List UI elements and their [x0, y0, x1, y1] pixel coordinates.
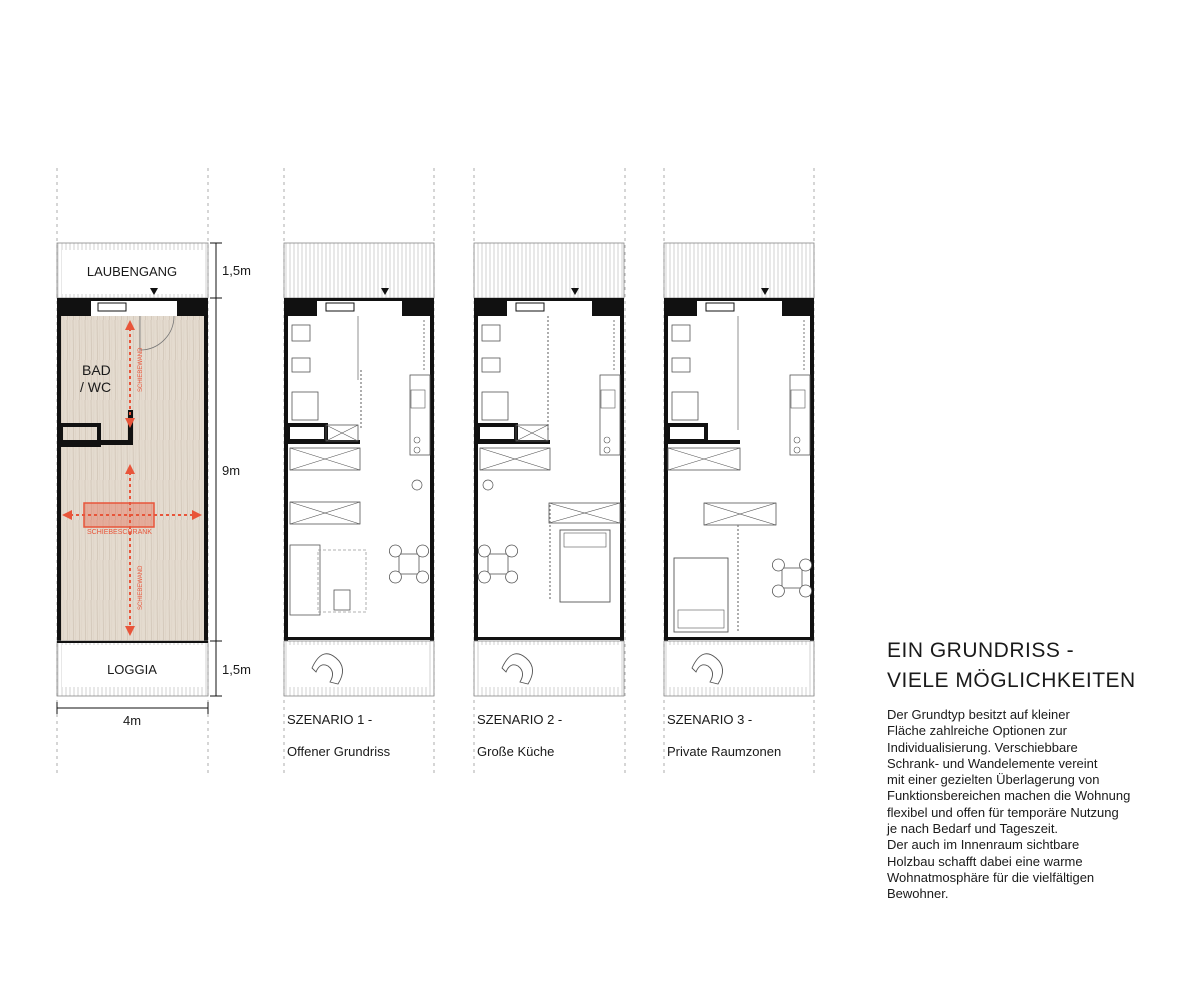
scenario-plan-1	[284, 243, 434, 696]
scenario-1-title: Offener Grundriss	[287, 744, 391, 759]
dimension-width: 4m	[122, 713, 142, 728]
sliding-wall-label-bottom: SCHIEBEWAND	[138, 565, 144, 610]
bath-label-line2: / WC	[80, 379, 112, 395]
description-line: Der auch im Innenraum sichtbare	[887, 837, 1080, 853]
dimension-bottom: 1,5m	[222, 662, 251, 677]
scenario-plans	[284, 243, 814, 696]
corridor-label: LAUBENGANG	[86, 264, 178, 279]
description-line: Fläche zahlreiche Optionen zur	[887, 723, 1067, 739]
scenario-3-number: SZENARIO 3 -	[667, 712, 753, 727]
heading-line2: VIELE MÖGLICHKEITEN	[887, 669, 1136, 692]
scenario-2-title: Große Küche	[477, 744, 555, 759]
description-line: flexibel und offen für temporäre Nutzung	[887, 804, 1119, 820]
description-line: mit einer gezielten Überlagerung von	[887, 772, 1100, 788]
sliding-wall-label-top: SCHIEBEWAND	[138, 347, 144, 392]
dimension-top: 1,5m	[222, 263, 251, 278]
loggia-label: LOGGIA	[107, 662, 157, 677]
scenario-2-number: SZENARIO 2 -	[477, 712, 563, 727]
description-line: Bewohner.	[887, 886, 949, 902]
bath-label-line1: BAD	[82, 362, 111, 378]
sliding-cabinet-label: SCHIEBESCHRANK	[87, 529, 152, 536]
scenario-3-title: Private Raumzonen	[667, 744, 782, 759]
base-plan	[57, 243, 222, 714]
description-line: Schrank- und Wandelemente vereint	[887, 755, 1098, 771]
scenario-plan-2	[474, 243, 624, 696]
dimension-middle: 9m	[222, 463, 241, 478]
description-line: Funktionsbereichen machen die Wohnung	[887, 788, 1131, 804]
scenario-1-number: SZENARIO 1 -	[287, 712, 373, 727]
description-line: Holzbau schafft dabei eine warme	[887, 853, 1083, 869]
scenario-plan-3	[664, 243, 814, 696]
description-line: je nach Bedarf und Tageszeit.	[887, 821, 1059, 837]
heading	[887, 636, 1136, 696]
description-line: Individualisierung. Verschiebbare	[887, 739, 1078, 755]
description	[887, 707, 1177, 903]
description-line: Der Grundtyp besitzt auf kleiner	[887, 707, 1070, 722]
description-line: Wohnatmosphäre für die vielfältigen	[887, 869, 1095, 885]
heading-line1: EIN GRUNDRISS -	[887, 639, 1075, 662]
